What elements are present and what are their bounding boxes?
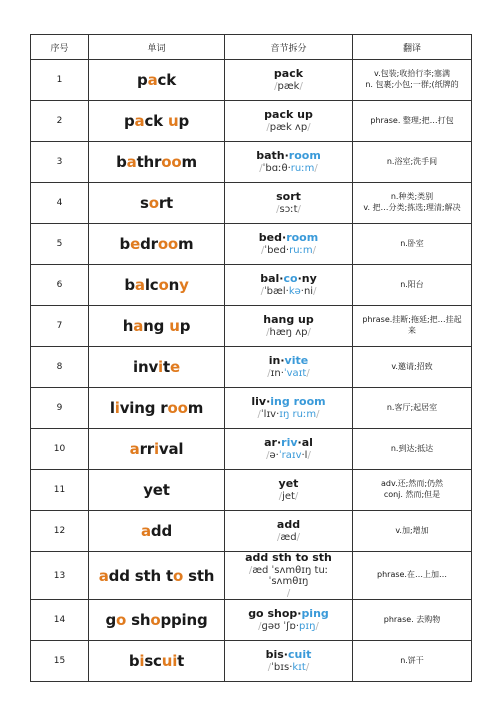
word-highlight: a	[134, 112, 145, 130]
translation-line: v.加;增加	[395, 525, 429, 535]
word-part: thr	[136, 153, 162, 171]
phonetic-part: ˈbɑːθ·	[262, 162, 291, 174]
slash: /	[266, 449, 270, 461]
translation-line: 来	[408, 326, 416, 335]
syllable-part: ·al	[297, 435, 313, 449]
syllable-part: sort	[276, 189, 301, 203]
phonetic	[228, 450, 349, 462]
word-cell	[89, 511, 225, 552]
word-part: t	[162, 358, 170, 376]
word-part: b	[116, 153, 127, 171]
row-number: 9	[31, 388, 89, 429]
slash: /	[307, 121, 311, 133]
syllable-highlight: room	[288, 148, 321, 162]
row-number: 2	[31, 101, 89, 142]
row-number: 7	[31, 306, 89, 347]
syllable-split	[228, 191, 349, 204]
slash: /	[314, 162, 318, 174]
translation-line: n.饼干	[400, 655, 424, 665]
row-number: 4	[31, 183, 89, 224]
syllable-split	[228, 437, 349, 450]
syllable-part: bath·	[256, 148, 289, 162]
syllable-split	[228, 355, 349, 368]
slash: /	[267, 367, 271, 379]
word-highlight: a	[140, 522, 151, 540]
word-part: h	[122, 317, 134, 335]
row-number: 12	[31, 511, 89, 552]
syllable-part: ar·	[264, 435, 282, 449]
phonetic-highlight: kə	[288, 285, 301, 297]
slash: /	[259, 162, 263, 174]
phonetic-part: ɪn·	[270, 367, 284, 379]
phonetic	[228, 532, 349, 544]
syllable-split	[228, 608, 349, 621]
phonetic-part: sɔːt	[279, 203, 298, 215]
word-part: ck	[144, 112, 168, 130]
row-number: 5	[31, 224, 89, 265]
header-syllables: 音节拆分	[225, 35, 353, 60]
table-row	[31, 224, 472, 265]
phonetic-part: pæk	[277, 80, 300, 92]
phonetic-part: æd ˈsʌmθɪŋ tuː	[252, 564, 329, 576]
table-row	[31, 429, 472, 470]
syllable-split	[228, 314, 349, 327]
slash: /	[299, 80, 303, 92]
word-highlight: i	[139, 652, 145, 671]
syllable-part: bed·	[258, 230, 287, 244]
slash: /	[286, 587, 291, 599]
syllable-part: pack up	[264, 107, 313, 121]
word-cell	[89, 142, 225, 183]
row-number: 14	[31, 600, 89, 641]
table-row	[31, 183, 472, 224]
word-highlight: o	[148, 194, 159, 212]
translation-line: v.包装;收拾行李;塞满	[373, 69, 451, 79]
slash: /	[274, 80, 278, 92]
phonetic-part: ˈbɪs·	[271, 661, 293, 673]
word-part: b	[119, 235, 131, 253]
phonetic	[228, 163, 349, 175]
slash: /	[267, 661, 272, 673]
row-number: 13	[31, 552, 89, 600]
slash: /	[306, 367, 310, 379]
slash: /	[276, 203, 280, 215]
phonetic-part: ·ni	[300, 285, 314, 297]
word-highlight: oo	[161, 153, 182, 171]
word-cell	[89, 552, 225, 600]
word-highlight: oo	[167, 399, 188, 417]
syllable-highlight: cuit	[287, 648, 312, 662]
word-part: n	[168, 276, 180, 294]
translation-cell	[353, 511, 472, 552]
syllable-cell	[225, 552, 353, 600]
syllable-split	[228, 273, 349, 286]
word-part: rt	[158, 194, 173, 212]
translation-cell	[353, 600, 472, 641]
header-word: 单词	[89, 35, 225, 60]
translation-cell	[353, 60, 472, 101]
word-highlight: i	[158, 358, 163, 376]
syllable-split	[228, 150, 349, 163]
word-cell	[89, 429, 225, 470]
phonetic	[228, 621, 349, 633]
word-part: l	[109, 399, 115, 417]
word-part: pping	[160, 611, 208, 630]
syllable-highlight: room	[286, 230, 319, 244]
syllable-cell	[225, 388, 353, 429]
slash: /	[316, 408, 320, 420]
slash: /	[294, 490, 299, 502]
word-highlight: i	[114, 399, 120, 417]
word-cell	[89, 224, 225, 265]
table-row	[31, 265, 472, 306]
table-row	[31, 600, 472, 641]
word-cell	[89, 183, 225, 224]
phonetic-highlight: ɪŋ ruːm	[279, 408, 317, 420]
slash: /	[257, 408, 261, 420]
phonetic	[228, 245, 349, 257]
table-row	[31, 60, 472, 101]
syllable-cell	[225, 470, 353, 511]
syllable-cell	[225, 347, 353, 388]
word-part: m	[181, 153, 197, 171]
syllable-cell	[225, 600, 353, 641]
word-cell	[89, 600, 225, 641]
slash: /	[278, 490, 283, 502]
word-highlight: y	[179, 276, 189, 294]
word-highlight: a	[126, 153, 137, 171]
word-highlight: a	[98, 566, 109, 585]
table-body	[31, 60, 472, 682]
syllable-part: pack	[273, 66, 304, 80]
word-part: m	[187, 399, 204, 417]
row-number: 10	[31, 429, 89, 470]
translation-line: n.浴室;洗手间	[386, 156, 438, 166]
syllable-part: bis·	[265, 648, 288, 662]
translation-cell	[353, 306, 472, 347]
slash: /	[258, 620, 262, 632]
word-part: ving r	[119, 399, 168, 417]
word-part: lc	[144, 276, 159, 294]
word-cell	[89, 470, 225, 511]
translation-line: n.客厅;起居室	[386, 402, 438, 412]
translation-cell	[353, 347, 472, 388]
table-row	[31, 142, 472, 183]
phonetic-part: ˈlɪv·	[260, 408, 280, 420]
syllable-part: go shop·	[248, 607, 302, 621]
translation-line: phrase.挂断;拖延;把…挂起	[362, 315, 462, 325]
syllable-cell	[225, 265, 353, 306]
word-part: p	[123, 112, 135, 130]
translation-line: n.卧室	[400, 238, 424, 248]
slash: /	[305, 661, 310, 673]
phonetic-highlight: ruːm	[289, 244, 313, 256]
syllable-cell	[225, 224, 353, 265]
word-highlight: a	[147, 71, 158, 89]
translation-cell	[353, 470, 472, 511]
phonetic	[228, 286, 349, 298]
word-cell	[89, 265, 225, 306]
syllable-highlight: ping	[301, 607, 329, 621]
word-highlight: a	[134, 276, 145, 294]
header-row	[31, 35, 472, 60]
slash: /	[315, 620, 319, 632]
phonetic	[228, 122, 349, 134]
syllable-cell	[225, 429, 353, 470]
word-cell	[89, 347, 225, 388]
translation-cell	[353, 641, 472, 682]
syllable-part: liv·	[251, 394, 271, 408]
phonetic	[228, 81, 349, 93]
row-number: 11	[31, 470, 89, 511]
word-part: b	[128, 652, 140, 671]
word-part: yet	[143, 481, 170, 499]
phonetic-highlight: ˈraɪv	[278, 449, 302, 461]
word-part: dd	[150, 522, 172, 540]
syllable-cell	[225, 641, 353, 682]
syllable-part: in·	[268, 353, 285, 367]
table-row	[31, 511, 472, 552]
phonetic-part: ·l	[301, 449, 308, 461]
translation-line: n.种类;类别	[390, 192, 434, 202]
syllable-cell	[225, 306, 353, 347]
syllable-part: add sth to sth	[245, 551, 332, 564]
syllable-cell	[225, 60, 353, 101]
word-part: t	[177, 652, 185, 671]
syllable-part: yet	[278, 476, 299, 490]
word-part: sth	[183, 566, 215, 585]
phonetic-part: æd	[280, 531, 297, 543]
word-highlight: e	[130, 235, 141, 253]
word-part: m	[178, 235, 194, 253]
table-row	[31, 641, 472, 682]
row-number: 6	[31, 265, 89, 306]
slash: /	[260, 244, 265, 256]
word-highlight: a	[133, 317, 144, 335]
phonetic-part: ˈbæl·	[263, 285, 289, 297]
word-highlight: u	[167, 112, 179, 130]
phonetic	[228, 204, 349, 216]
word-cell	[89, 641, 225, 682]
word-highlight: o	[150, 611, 161, 630]
word-part: p	[137, 71, 148, 89]
translation-cell	[353, 224, 472, 265]
table-row	[31, 470, 472, 511]
row-number: 3	[31, 142, 89, 183]
word-part: g	[105, 611, 117, 630]
syllable-split	[228, 232, 349, 245]
translation-line: n.阳台	[400, 279, 424, 289]
phonetic-part: jet	[282, 490, 295, 502]
translation-line: phrase. 去购物	[383, 614, 441, 624]
syllable-highlight: ing room	[270, 394, 326, 408]
syllable-split	[228, 109, 349, 122]
translation-line: n. 包裹;小包;一群;(纸牌的	[365, 80, 459, 89]
slash: /	[260, 285, 264, 297]
phonetic-highlight: ˈvaɪt	[283, 367, 307, 379]
slash: /	[248, 564, 253, 576]
word-part: p	[178, 112, 189, 130]
word-part: b	[124, 276, 135, 294]
word-highlight: i	[153, 440, 159, 458]
phonetic-part: pæk ʌp	[269, 121, 308, 133]
word-highlight: ui	[161, 652, 178, 671]
word-part: sc	[144, 652, 162, 671]
syllable-cell	[225, 511, 353, 552]
syllable-split	[228, 649, 349, 662]
syllable-cell	[225, 183, 353, 224]
slash: /	[277, 531, 281, 543]
header-translation: 翻译	[353, 35, 472, 60]
phonetic-part: ə·	[269, 449, 279, 461]
syllable-highlight: riv	[281, 435, 298, 449]
word-part: val	[158, 440, 184, 458]
phonetic	[228, 662, 349, 674]
syllable-part: bal·	[260, 271, 284, 285]
translation-line: phrase. 整理;把…打包	[370, 115, 454, 125]
syllable-highlight: co	[283, 271, 298, 285]
word-cell	[89, 388, 225, 429]
word-part: s	[139, 194, 149, 212]
phonetic-highlight: pɪŋ	[299, 620, 316, 632]
slash: /	[313, 285, 317, 297]
translation-line: v.邀请;招致	[391, 361, 433, 371]
translation-line: conj. 然而;但是	[383, 490, 441, 499]
table-row	[31, 306, 472, 347]
phonetic	[228, 491, 349, 503]
slash: /	[296, 531, 300, 543]
vocabulary-table	[30, 34, 472, 682]
slash: /	[266, 326, 270, 338]
table-row	[31, 388, 472, 429]
word-part: inv	[133, 358, 159, 376]
row-number: 15	[31, 641, 89, 682]
word-highlight: oo	[157, 235, 179, 253]
translation-line: v. 把…分类;拣选;理清;解决	[363, 203, 461, 212]
phonetic-highlight: ruːm	[290, 162, 315, 174]
phonetic	[228, 327, 349, 339]
translation-cell	[353, 552, 472, 600]
syllable-cell	[225, 101, 353, 142]
word-highlight: u	[169, 317, 180, 335]
syllable-split	[228, 478, 349, 491]
word-part: sh	[126, 611, 151, 630]
slash: /	[307, 449, 311, 461]
translation-cell	[353, 142, 472, 183]
slash: /	[297, 203, 301, 215]
slash: /	[266, 121, 270, 133]
phonetic	[228, 409, 349, 421]
phonetic	[228, 368, 349, 380]
slash: /	[312, 244, 317, 256]
syllable-split	[228, 396, 349, 409]
word-cell	[89, 306, 225, 347]
table-row	[31, 347, 472, 388]
word-part: dr	[140, 235, 158, 253]
word-part: dd sth t	[108, 566, 173, 585]
translation-cell	[353, 265, 472, 306]
translation-cell	[353, 429, 472, 470]
syllable-split	[228, 519, 349, 532]
row-number: 8	[31, 347, 89, 388]
word-part: rr	[139, 440, 154, 458]
syllable-split	[228, 552, 349, 565]
syllable-part: ·ny	[297, 271, 317, 285]
word-highlight: o	[158, 276, 169, 294]
phonetic-continued: ˈsʌmθɪŋ	[268, 576, 309, 588]
header-number: 序号	[31, 35, 89, 60]
syllable-part: add	[276, 517, 301, 531]
phonetic-part: ˈbed·	[264, 244, 290, 256]
word-part: ck	[157, 71, 176, 89]
translation-cell	[353, 101, 472, 142]
syllable-split	[228, 68, 349, 81]
translation-line: phrase.在…上加…	[377, 570, 447, 580]
phonetic-highlight: kɪt	[292, 661, 306, 673]
word-part: p	[179, 317, 191, 335]
word-highlight: e	[169, 358, 180, 376]
word-cell	[89, 101, 225, 142]
word-highlight: o	[116, 611, 127, 630]
translation-cell	[353, 388, 472, 429]
syllable-part: hang up	[263, 312, 314, 326]
table-row	[31, 101, 472, 142]
row-number: 1	[31, 60, 89, 101]
phonetic-part: ɡəʊ ˈʃɒ·	[261, 620, 300, 632]
syllable-cell	[225, 142, 353, 183]
translation-cell	[353, 183, 472, 224]
word-highlight: o	[172, 566, 184, 585]
translation-line: n.到达;抵达	[390, 443, 434, 453]
phonetic	[228, 565, 349, 600]
phonetic-part: hæŋ ʌp	[269, 326, 308, 338]
word-cell	[89, 60, 225, 101]
syllable-highlight: vite	[284, 353, 309, 367]
table-row	[31, 552, 472, 600]
translation-line: adv.还;然而;仍然	[380, 479, 444, 489]
word-highlight: a	[129, 440, 140, 458]
slash: /	[307, 326, 311, 338]
word-part: ng	[143, 317, 170, 335]
